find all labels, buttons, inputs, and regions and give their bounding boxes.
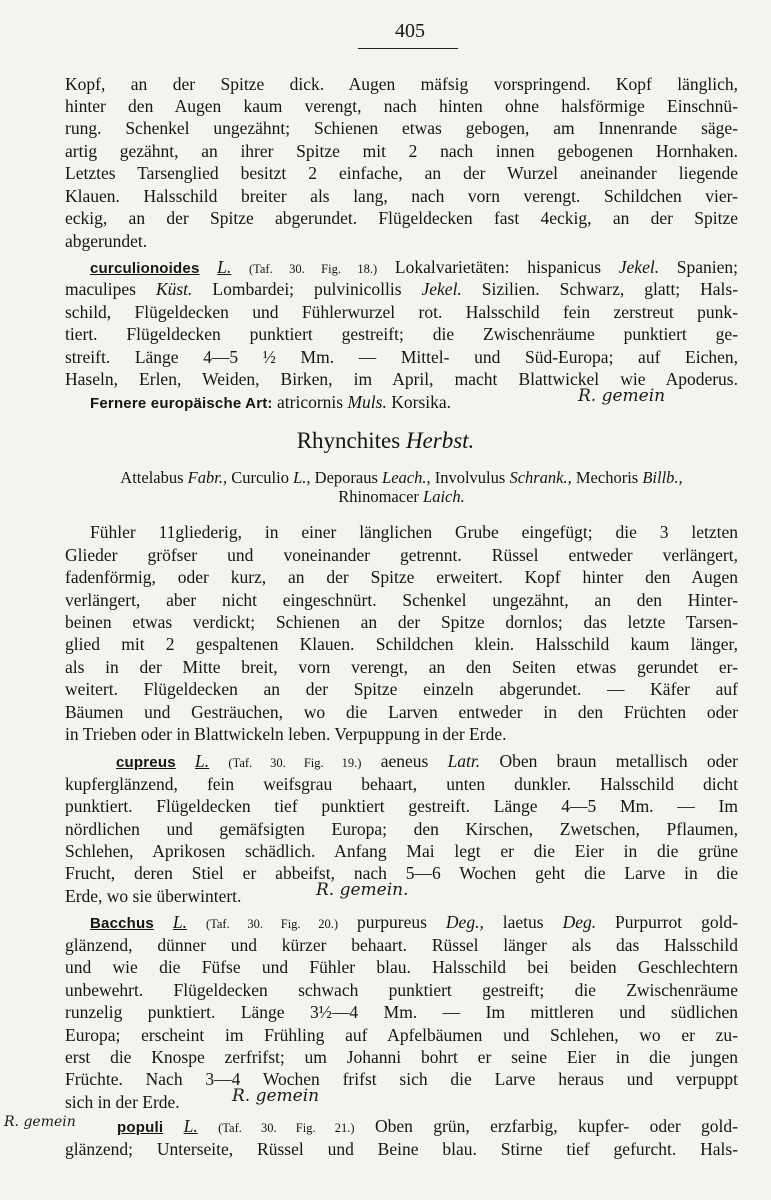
text-line: nördlichen und gemäfsigten Europa; den Kirschen, Zwetschen, Pflaumen, — [65, 819, 738, 839]
plate-reference: (Taf. 30. Fig. 19.) — [228, 756, 362, 770]
author-citation: Deg. — [562, 912, 597, 932]
text-fragment: Purpurrot gold- — [615, 912, 739, 932]
species-header-line — [90, 911, 738, 935]
text-fragment: Korsika. — [391, 392, 452, 412]
plate-reference: (Taf. 30. Fig. 21.) — [218, 1121, 355, 1135]
handwritten-margin-annotation: R. gemein — [4, 1114, 76, 1130]
page-number: 405 — [395, 20, 425, 42]
text-line: beinen etwas verdickt; Schienen an der Spitze dornlos; das letzte Tarsen- — [65, 612, 738, 632]
text-line: rung. Schenkel ungezähnt; Schienen etwas gebogen, am Innenrande säge- — [65, 118, 738, 138]
text-fragment: Oben braun metallisch oder — [499, 751, 738, 771]
species-author: L. — [172, 912, 187, 932]
text-line: Bäumen und Gesträuchen, wo die Larven entweder in den Früchten oder — [65, 702, 738, 722]
text-line: artig gezähnt, an ihrer Spitze mit 2 nach innen gebogenen Hornhaken. — [65, 141, 738, 161]
species-header-line — [117, 1115, 738, 1139]
text-fragment: Rhinomacer — [338, 487, 419, 506]
text-line: Kopf, an der Spitze dick. Augen mäfsig vorspringend. Kopf länglich, — [65, 74, 738, 94]
text-line: glied mit 2 gespaltenen Klauen. Schildchen klein. Halsschild kaum länger, — [65, 634, 738, 654]
text-line: als in der Mitte breit, vorn verengt, an den Seiten etwas gerundet er- — [65, 657, 738, 677]
text-line: unbewehrt. Flügeldecken schwach punktiert gestreift; die Zwischenräume — [65, 980, 738, 1000]
species-name: populi — [117, 1119, 164, 1136]
species-header-line — [116, 750, 738, 774]
author-citation: Küst. — [155, 279, 193, 299]
author-citation: L., — [293, 468, 311, 487]
text-line: abgerundet. — [65, 231, 148, 251]
text-fragment: Lombardei; pulvinicollis — [212, 279, 402, 299]
text-line: Letztes Tarsenglied besitzt 2 einfache, an der Wurzel aneinander liegende — [65, 163, 738, 183]
author-citation: Jekel. — [421, 279, 462, 299]
text-fragment: Involvulus — [434, 468, 506, 487]
author-citation: Leach., — [382, 468, 431, 487]
page-number-rule — [358, 48, 458, 49]
handwritten-annotation: R. gemein — [232, 1086, 320, 1106]
text-fragment: purpureus — [356, 912, 427, 932]
text-line: glänzend; Unterseite, Rüssel und Beine blau. Stirne tief gefurcht. Hals- — [65, 1139, 738, 1159]
text-line: tiert. Flügeldecken punktiert gestreift; die Zwischenräume punktiert ge- — [65, 324, 738, 344]
text-line: Erde, wo sie überwintert. — [65, 886, 242, 906]
text-fragment: Curculio — [231, 468, 289, 487]
text-fragment: Lokalvarietäten: hispanicus — [394, 257, 602, 277]
text-fragment: laetus — [502, 912, 544, 932]
author-citation: Schrank., — [509, 468, 572, 487]
text-fragment: maculipes — [65, 279, 136, 299]
text-line: erst die Knospe zerfrifst; um Johanni bohrt er seine Eier in die jungen — [65, 1047, 738, 1067]
genus-name: Rhynchites — [296, 428, 401, 453]
species-header-line — [90, 256, 738, 280]
author-citation: Deg., — [445, 912, 484, 932]
text-line: glänzend, dünner und kürzer behaart. Rüssel länger als das Halsschild — [65, 935, 738, 955]
text-fragment: Sizilien. Schwarz, glatt; Hals- — [481, 279, 739, 299]
text-fragment: Deporaus — [314, 468, 378, 487]
text-line: schild, Flügeldecken und Fühlerwurzel rot. Halsschild fein zerstreut punk- — [65, 302, 738, 322]
text-fragment: Attelabus — [120, 468, 184, 487]
text-line: weitert. Flügeldecken an der Spitze einzeln abgerundet. — Käfer auf — [65, 679, 738, 699]
text-line: Europa; erscheint im Frühling auf Apfelbäumen und Schlehen, wo er zu- — [65, 1025, 738, 1045]
text-fragment: atricornis — [277, 392, 344, 412]
text-line: Fühler 11gliederig, in einer länglichen Grube eingefügt; die 3 letzten — [90, 522, 738, 542]
species-author: L. — [217, 257, 232, 277]
text-line: Haseln, Erlen, Weiden, Birken, im April, macht Blattwickel wie Apoderus. — [65, 369, 738, 389]
plate-reference: (Taf. 30. Fig. 18.) — [248, 262, 378, 276]
species-name: cupreus — [116, 754, 176, 771]
author-citation: Latr. — [447, 751, 481, 771]
text-line: kupferglänzend, fein weifsgrau behaart, unten dunkler. Halsschild dicht — [65, 774, 738, 794]
text-line: sich in der Erde. — [65, 1092, 180, 1112]
species-name: curculionoides — [90, 260, 200, 277]
species-name: Bacchus — [90, 915, 154, 932]
plate-reference: (Taf. 30. Fig. 20.) — [205, 917, 339, 931]
text-line: streift. Länge 4—5 ½ Mm. — Mittel- und Süd-Europa; auf Eichen, — [65, 347, 738, 367]
author-citation: Billb., — [642, 468, 683, 487]
text-line: und wie die Füfse und Fühler blau. Halsschild bei beiden Geschlechtern — [65, 957, 738, 977]
genus-author: Herbst. — [405, 428, 475, 453]
text-line: Frucht, deren Stiel er abbeifst, nach 5—6 Wochen geht die Larve in die — [65, 863, 738, 883]
text-line: hinter den Augen kaum verengt, nach hinten ohne halsförmige Einschnü- — [65, 96, 738, 116]
text-line: eckig, an der Spitze abgerundet. Flügeldecken fast 4eckig, an der Spitze — [65, 208, 738, 228]
author-citation: Jekel. — [618, 257, 660, 277]
text-line: verlängert, aber nicht eingeschnürt. Schenkel ungezähnt, an den Hinter- — [65, 590, 738, 610]
text-fragment: aeneus — [380, 751, 429, 771]
text-line: Klauen. Halsschild breiter als lang, nach vorn verengt. Schildchen vier- — [65, 186, 738, 206]
handwritten-annotation: R. gemein. — [316, 880, 409, 900]
text-line: Schlehen, Aprikosen schädlich. Anfang Mai legt er die Eier in die grüne — [65, 841, 738, 861]
further-species-label: Fernere europäische Art: — [90, 395, 273, 412]
author-citation: Muls. — [347, 392, 387, 412]
text-line: runzelig punktiert. Länge 3½—4 Mm. — Im mittleren und südlichen — [65, 1002, 738, 1022]
text-line: fadenförmig, oder kurz, an der Spitze erweitert. Kopf hinter den Augen — [65, 567, 738, 587]
author-citation: Laich. — [423, 487, 465, 506]
synonyms-line — [65, 486, 738, 508]
species-author: L. — [183, 1116, 198, 1136]
text-line — [65, 278, 738, 300]
text-fragment: Oben grün, erzfarbig, kupfer- oder gold- — [374, 1116, 738, 1136]
genus-heading — [0, 428, 771, 454]
text-line: punktiert. Flügeldecken tief punktiert gestreift. Länge 4—5 Mm. — Im — [65, 796, 738, 816]
species-author: L. — [195, 751, 210, 771]
text-fragment: Mechoris — [575, 468, 639, 487]
author-citation: Fabr., — [187, 468, 228, 487]
text-line: Glieder gröfser und voneinander getrennt. Rüssel entweder verlängert, — [65, 545, 738, 565]
handwritten-annotation: R. gemein — [578, 386, 666, 406]
text-line: in Trieben oder in Blattwickeln leben. Verpuppung in der Erde. — [65, 724, 507, 744]
text-fragment: Spanien; — [676, 257, 738, 277]
text-line: Früchte. Nach 3—4 Wochen frifst sich die Larve heraus und verpuppt — [65, 1069, 738, 1089]
